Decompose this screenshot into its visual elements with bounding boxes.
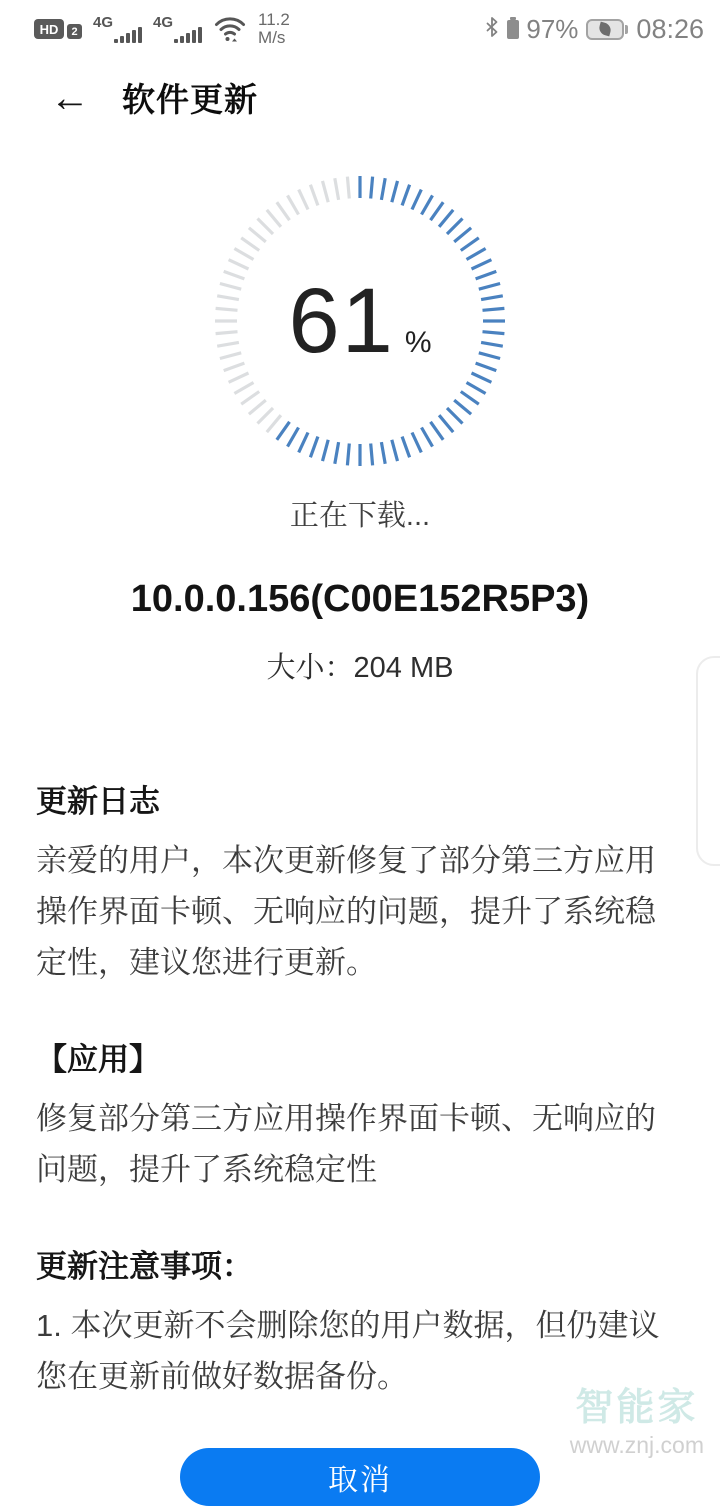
status-bar-right (485, 14, 704, 45)
leaf-icon (598, 22, 613, 37)
app-section-body: 修复部分第三方应用操作界面卡顿、无响应的问题，提升了系统稳定性 (36, 1101, 656, 1187)
notes-body: 1. 本次更新不会删除您的用户数据，但仍建议您在更新前做好数据备份。 (36, 1308, 660, 1394)
watermark (570, 1388, 704, 1459)
side-panel-handle[interactable] (696, 656, 720, 866)
update-size: 大小：204 MB (266, 652, 454, 684)
wifi-icon (213, 14, 247, 44)
progress-percent-value: 61 (288, 270, 395, 372)
hd-sim2-icon: 2 (67, 24, 82, 39)
back-arrow-icon[interactable]: ← (50, 75, 90, 120)
changelog-title: 更新日志 (36, 784, 160, 819)
hd-indicator (34, 19, 82, 39)
network-speed (258, 11, 290, 47)
sim1-signal (93, 13, 142, 45)
download-status-text: 正在下载... (289, 500, 431, 532)
app-header (0, 52, 720, 139)
progress-percent-symbol: % (404, 326, 432, 359)
power-saving-battery-icon (586, 19, 624, 40)
progress-percent-group (288, 270, 432, 372)
speed-unit: M/s (258, 28, 286, 47)
changelog-intro: 亲爱的用户，本次更新修复了部分第三方应用操作界面卡顿、无响应的问题，提升了系统稳定性，建议您进行更新。 (36, 843, 656, 980)
notes-title: 更新注意事项： (36, 1249, 253, 1284)
signal-bars-icon (174, 26, 202, 43)
sim2-signal (153, 13, 202, 45)
app-section-title: 【应用】 (36, 1042, 160, 1077)
signal-bars-icon (114, 26, 142, 43)
hd-icon: HD (34, 19, 64, 39)
status-bar (0, 0, 720, 52)
changelog-section (0, 776, 720, 1402)
clock-time: 08:26 (636, 13, 704, 44)
status-bar-left (34, 11, 290, 47)
cancel-button[interactable]: 取消 (180, 1448, 540, 1506)
bluetooth-icon (485, 16, 499, 43)
sim1-network-label: 4G (93, 14, 114, 31)
update-version: 10.0.0.156(C00E152R5P3) (130, 578, 590, 620)
watermark-url: www.znj.com (569, 1432, 704, 1458)
progress-center (204, 165, 516, 477)
watermark-brand: 智能家 (575, 1387, 699, 1430)
speed-value: 11.2 (258, 10, 290, 30)
battery-percent: 97% (526, 13, 579, 44)
download-progress-ring-wrap (204, 165, 516, 477)
sim2-network-label: 4G (153, 14, 174, 31)
battery-vertical-icon (507, 20, 519, 39)
page-title: 软件更新 (122, 81, 258, 118)
